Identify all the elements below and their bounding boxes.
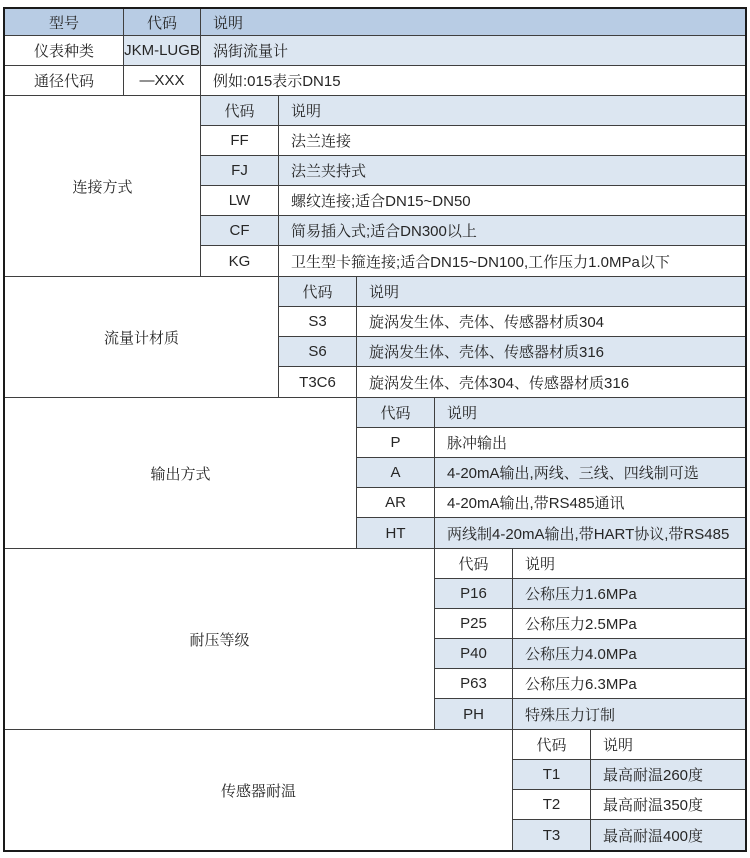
subtable-header-row: [357, 398, 745, 428]
section-subtable: [435, 549, 745, 729]
desc-cell: 最高耐温400度: [603, 827, 704, 845]
table-row: [201, 186, 745, 216]
desc-cell: 最高耐温260度: [603, 767, 704, 784]
desc-cell: 卫生型卡箍连接;适合DN15~DN100,工作压力1.0MPa以下: [291, 253, 670, 271]
instrument-type-row: [5, 36, 745, 66]
table-row: [201, 156, 745, 186]
desc-cell: 最高耐温350度: [603, 797, 704, 814]
row-label: 通径代码: [5, 66, 124, 95]
table-row: [201, 126, 745, 156]
code-cell: T3: [513, 820, 591, 850]
code-cell: HT: [357, 518, 435, 548]
code-cell: AR: [357, 488, 435, 517]
code-cell: CF: [201, 216, 279, 245]
table-row: [435, 699, 745, 729]
desc-cell: 旋涡发生体、壳体、传感器材质316: [369, 344, 605, 361]
section-subtable: [513, 730, 745, 850]
desc-cell: 脉冲输出: [447, 435, 508, 452]
table-row: [357, 518, 745, 548]
table-header-row: [5, 9, 745, 36]
section-sensor-temperature: [5, 730, 745, 850]
table-row: [279, 307, 745, 337]
code-cell: P40: [435, 639, 513, 668]
desc-cell: 公称压力2.5MPa: [525, 616, 637, 633]
section-pressure-rating: [5, 549, 745, 730]
column-header-code: 代码: [124, 9, 201, 35]
subheader-code: 代码: [435, 549, 513, 578]
code-cell: P25: [435, 609, 513, 638]
section-subtable: [279, 277, 745, 397]
table-row: [201, 216, 745, 246]
section-output-mode: [5, 398, 745, 549]
subheader-desc: 说明: [447, 405, 478, 422]
desc-cell: 4-20mA输出,带RS485通讯: [447, 495, 625, 512]
code-cell: T1: [513, 760, 591, 789]
column-header-model: 型号: [5, 9, 124, 35]
desc-cell: 两线制4-20mA输出,带HART协议,带RS485: [447, 525, 730, 543]
subheader-code: 代码: [201, 96, 279, 125]
section-label: 流量计材质: [5, 277, 279, 397]
desc-cell: 旋涡发生体、壳体304、传感器材质316: [369, 374, 630, 392]
code-cell: FF: [201, 126, 279, 155]
section-subtable: [357, 398, 745, 548]
table-row: [279, 337, 745, 367]
table-row: [279, 367, 745, 397]
model-selection-table: [3, 7, 747, 852]
table-row: [435, 669, 745, 699]
section-flowmeter-material: [5, 277, 745, 398]
section-connection-type: [5, 96, 745, 277]
subtable-header-row: [435, 549, 745, 579]
desc-cell: 公称压力6.3MPa: [525, 676, 637, 693]
desc-cell: 旋涡发生体、壳体、传感器材质304: [369, 314, 605, 331]
desc-cell: 法兰连接: [291, 133, 352, 150]
table-row: [435, 639, 745, 669]
desc-cell: 4-20mA输出,两线、三线、四线制可选: [447, 465, 699, 482]
section-subtable: [201, 96, 745, 276]
table-row: [513, 760, 745, 790]
subtable-header-row: [279, 277, 745, 307]
desc-cell: 涡街流量计: [201, 36, 745, 65]
desc-cell: 螺纹连接;适合DN15~DN50: [291, 193, 471, 210]
desc-cell: 公称压力1.6MPa: [525, 586, 637, 603]
row-label: 仪表种类: [5, 36, 124, 65]
subheader-desc: 说明: [369, 284, 400, 301]
column-header-description: 说明: [201, 9, 745, 35]
subtable-header-row: [513, 730, 745, 760]
desc-cell: 公称压力4.0MPa: [525, 646, 637, 663]
code-cell: KG: [201, 246, 279, 276]
diameter-code-row: [5, 66, 745, 96]
table-row: [435, 579, 745, 609]
section-label: 连接方式: [5, 96, 201, 276]
code-cell: P: [357, 428, 435, 457]
desc-cell: 特殊压力订制: [525, 706, 616, 724]
desc-cell: 例如:015表示DN15: [213, 73, 341, 90]
code-cell: P63: [435, 669, 513, 698]
table-row: [357, 458, 745, 488]
table-row: [201, 246, 745, 276]
code-cell: PH: [435, 699, 513, 729]
desc-cell: 法兰夹持式: [291, 163, 367, 180]
subheader-code: 代码: [357, 398, 435, 427]
code-cell: FJ: [201, 156, 279, 185]
code-cell: T3C6: [279, 367, 357, 397]
code-cell: S3: [279, 307, 357, 336]
code-cell: —XXX: [124, 66, 201, 95]
table-row: [435, 609, 745, 639]
subheader-desc: 说明: [525, 556, 556, 573]
table-row: [513, 820, 745, 850]
desc-cell: 简易插入式;适合DN300以上: [291, 223, 477, 240]
subheader-code: 代码: [279, 277, 357, 306]
subheader-desc: 说明: [291, 103, 322, 120]
table-row: [357, 428, 745, 458]
table-row: [357, 488, 745, 518]
section-label: 输出方式: [5, 398, 357, 548]
subtable-header-row: [201, 96, 745, 126]
code-cell: S6: [279, 337, 357, 366]
table-row: [513, 790, 745, 820]
subheader-code: 代码: [513, 730, 591, 759]
code-cell: P16: [435, 579, 513, 608]
code-cell: A: [357, 458, 435, 487]
code-cell: LW: [201, 186, 279, 215]
code-cell: JKM-LUGB: [124, 36, 201, 65]
section-label: 传感器耐温: [5, 730, 513, 850]
subheader-desc: 说明: [603, 737, 634, 754]
code-cell: T2: [513, 790, 591, 819]
section-label: 耐压等级: [5, 549, 435, 729]
